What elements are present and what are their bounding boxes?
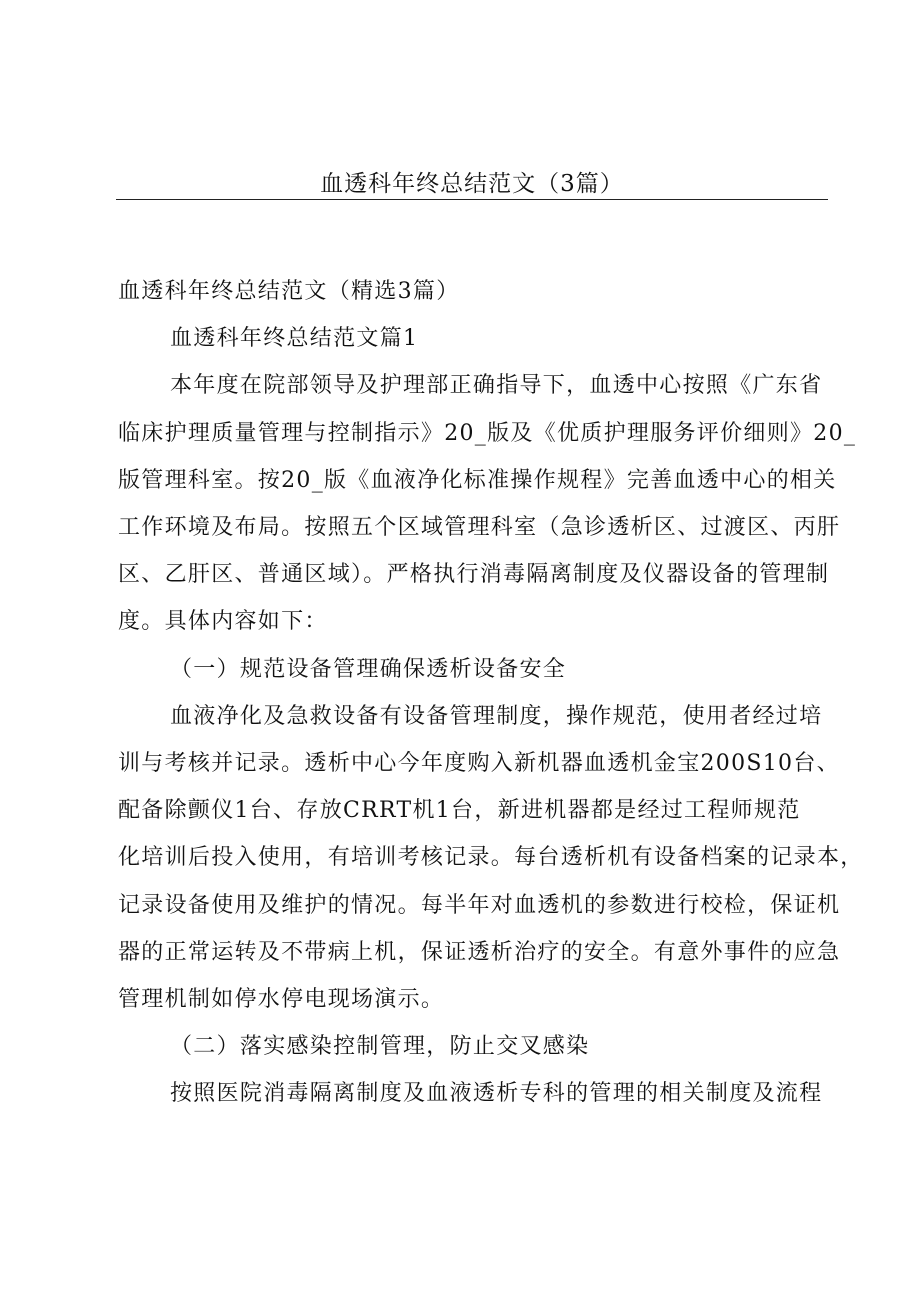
document-title: 血透科年终总结范文（3篇）	[320, 171, 624, 197]
paragraph-line: 训与考核并记录。透析中心今年度购入新机器血透机金宝200S10台、	[118, 751, 840, 777]
section-title: 血透科年终总结范文篇1	[170, 326, 419, 352]
document-body	[118, 268, 864, 1118]
paragraph-line: 度。具体内容如下：	[118, 609, 328, 635]
paragraph-line: 器的正常运转及不带病上机，保证透析治疗的安全。有意外事件的应急	[118, 939, 841, 965]
paragraph-line: 配备除颤仪1台、存放CRRT机1台，新进机器都是经过工程师规范	[118, 798, 801, 824]
paragraph-line: 版管理科室。按20_版《血液净化标准操作规程》完善血透中心的相关	[118, 467, 837, 493]
paragraph-line: 本年度在院部领导及护理部正确指导下，血透中心按照《广东省	[170, 373, 823, 399]
section-heading-2: （二）落实感染控制管理，防止交叉感染	[170, 1034, 590, 1060]
paragraph-line: 化培训后投入使用，有培训考核记录。每台透析机有设备档案的记录本，	[118, 845, 864, 871]
paragraph-line: 按照医院消毒隔离制度及血液透析专科的管理的相关制度及流程	[170, 1081, 823, 1107]
intro-paragraph	[118, 362, 857, 645]
paragraph-line: 区、乙肝区、普通区域）。严格执行消毒隔离制度及仪器设备的管理制	[118, 562, 830, 588]
paragraph-line: 工作环境及布局。按照五个区域管理科室（急诊透析区、过渡区、丙肝	[118, 515, 841, 541]
paragraph-line: 记录设备使用及维护的情况。每半年对血透机的参数进行校检，保证机	[118, 892, 841, 918]
paragraph-line: 血液净化及急救设备有设备管理制度，操作规范，使用者经过培	[170, 703, 823, 729]
paragraph-2	[118, 1070, 830, 1117]
section-heading-1: （一）规范设备管理确保透析设备安全	[170, 656, 567, 682]
document-subtitle: 血透科年终总结范文（精选3篇）	[118, 279, 460, 304]
paragraph-1	[118, 693, 864, 1023]
paragraph-line: 管理机制如停水停电现场演示。	[118, 987, 445, 1013]
paragraph-line: 临床护理质量管理与控制指示》20_版及《优质护理服务评价细则》20_	[118, 420, 857, 446]
title-underline	[116, 199, 828, 200]
